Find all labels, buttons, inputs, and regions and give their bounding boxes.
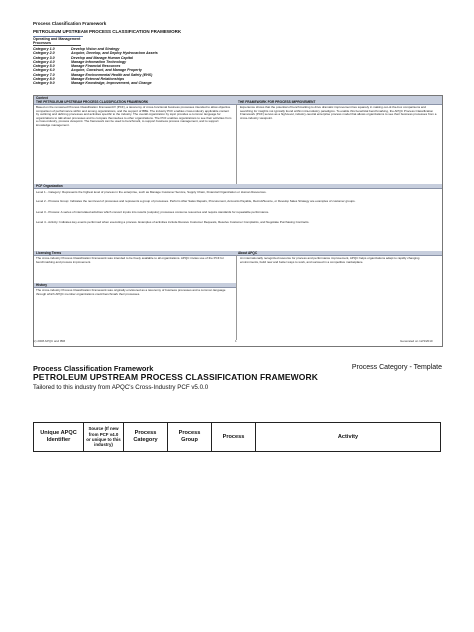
page-two: [0, 350, 474, 632]
category-name: Manage Information Technology: [71, 59, 127, 64]
category-name: Develop and Manage Human Capital: [71, 55, 133, 60]
category-id: Category 5.0: [33, 64, 55, 69]
category-name: Manage Environmental Health and Safety (EHS): [71, 72, 153, 77]
context-left-text: Based on the renowned Process Classification Framework® (PCF), a taxonomy of cross-functional business processes intended to allow objective comparison of performance within and among organizations, and the support of BBE. The industry PCF enables cross-industry applicable content by outlining and defining processes and activities specific to the industry. The overall organization by topic provides a common language for organizations to talk about processes and to compare themselves to other organizations. The PCF enables organizations to see their activities from a cross-industry, process viewpoint. The framework can be used to benchmark, to support business process management, and to support knowledge management.: [36, 106, 232, 127]
about-bar-label: About APQC: [238, 251, 258, 255]
category-name: Acquire, Develop, and Deploy Hydrocarbon Assets: [71, 51, 158, 56]
category-name: Develop Vision and Strategy: [71, 47, 120, 51]
category-list: [33, 37, 183, 86]
context-heading-bar: [34, 100, 442, 105]
footer-page-number: 1: [235, 339, 237, 343]
page-two-title: Process Classification Framework: [33, 364, 154, 373]
column-header: Source (If new from PCF v4.0 or unique to this industry): [84, 423, 124, 452]
org-level-1: Level 1 - Category: Represents the highest level of process in the enterprise, such as Manage Customer Service, Supply Chain, Financial Organization or Human Resources.: [36, 191, 267, 194]
context-right-heading: THE FRAMEWORK FOR PROCESS IMPROVEMENT: [238, 100, 316, 104]
history-bar-label: History: [36, 283, 47, 287]
column-header: Process Category: [124, 423, 168, 452]
usage-text: The cross-industry Process Classification Framework was intended to be freely available to all organizations. APQC invites use of the PCF for benchmarking and process improvement.: [36, 257, 224, 264]
category-name: Manage Financial Resources: [71, 64, 121, 69]
footer-generated-date: Generated on 12/3/2010: [400, 339, 433, 343]
about-text: An internationally recognized resource for process and performance improvement, APQC helps organizations adapt to rapidly changing environments, build new and better ways to work, and succeed in a competitive marketplace.: [240, 257, 420, 264]
category-name: Manage External Relationships: [71, 77, 125, 82]
category-id: Category 9.0: [33, 81, 55, 86]
column-header: Process Group: [168, 423, 212, 452]
framework-title: PETROLEUM UPSTREAM PROCESS CLASSIFICATION FRAMEWORK: [33, 372, 318, 382]
category-id: Category 7.0: [33, 72, 55, 77]
category-list-heading: Operating and Management Processes: [33, 37, 81, 45]
context-bar-label: Context: [36, 96, 48, 100]
category-name: Acquire, Construct, and Manage Property: [71, 68, 142, 73]
category-id: Category 6.0: [33, 68, 55, 73]
process-header-table: [33, 422, 441, 452]
org-level-3: Level 3 - Process: A series of interrelated activities which convert inputs into results (outputs); processes consume resources and require standards for repeatable performance.: [36, 211, 270, 214]
category-row: [33, 81, 183, 85]
template-label: Process Category - Template: [351, 364, 442, 371]
overview-box: [33, 95, 443, 347]
tailored-note: Tailored to this industry from APQC's Cross-Industry PCF v5.0.0: [33, 384, 209, 391]
organization-bar-label: PCF Organization: [36, 184, 63, 188]
column-header: Unique APQC Identifier: [34, 423, 84, 452]
category-id: Category 1.0: [33, 47, 55, 51]
context-divider: [236, 104, 237, 184]
context-right-text: Experience shows that the potential of benchmarking to drive dramatic improvement lies squarely in making out-of-the-box comparisons and searching for insights not typically found within intra-industry paradigms. To enable this beneficial benchmarking, the APQC Process Classification Framework (PCF) serves as a high-level, industry-neutral enterprise process model that allows organizations to see their business processes from a cross-industry viewpoint.: [240, 106, 437, 120]
page-one-subtitle: PETROLEUM UPSTREAM PROCESS CLASSIFICATION FRAMEWORK: [33, 29, 182, 34]
category-id: Category 3.0: [33, 55, 55, 60]
category-id: Category 4.0: [33, 59, 55, 64]
history-text: The cross-industry Process Classification Framework was originally envisioned as a taxonomy of business processes and a common language through which APQC member organizations could benchmark their processes.: [36, 289, 226, 296]
column-header: Process: [212, 423, 256, 452]
category-id: Category 8.0: [33, 77, 55, 82]
usage-bar: [34, 251, 442, 256]
org-level-2: Level 2 - Process Group: Indicates the next level of processes and represents a group of processes. Perform After Sales Repairs, Procurement, Accounts Payable, Recruit/Source, or Develop Sales Strategy are examples of customer groups.: [36, 200, 356, 203]
column-header: Activity: [256, 423, 441, 452]
lower-divider: [236, 255, 237, 340]
history-bar: [34, 283, 236, 288]
footer-copyright: (c) 2008 APQC and IBM: [33, 339, 66, 343]
page-one-title: Process Classification Framework: [33, 21, 107, 26]
org-level-4: Level 4 - Activity: Indicates key events performed when executing a process. Examples of activities include Receive Customer Requests, Resolve Customer Complaints, and Negotiate Purchasing Contracts.: [36, 221, 310, 224]
category-id: Category 2.0: [33, 51, 55, 56]
organization-bar: [34, 184, 442, 189]
usage-bar-label: Licensing Terms: [36, 251, 62, 255]
context-left-heading: THE PETROLEUM UPSTREAM PROCESS CLASSIFICATION FRAMEWORK: [36, 100, 149, 104]
category-name: Manage Knowledge, Improvement, and Change: [71, 81, 152, 86]
